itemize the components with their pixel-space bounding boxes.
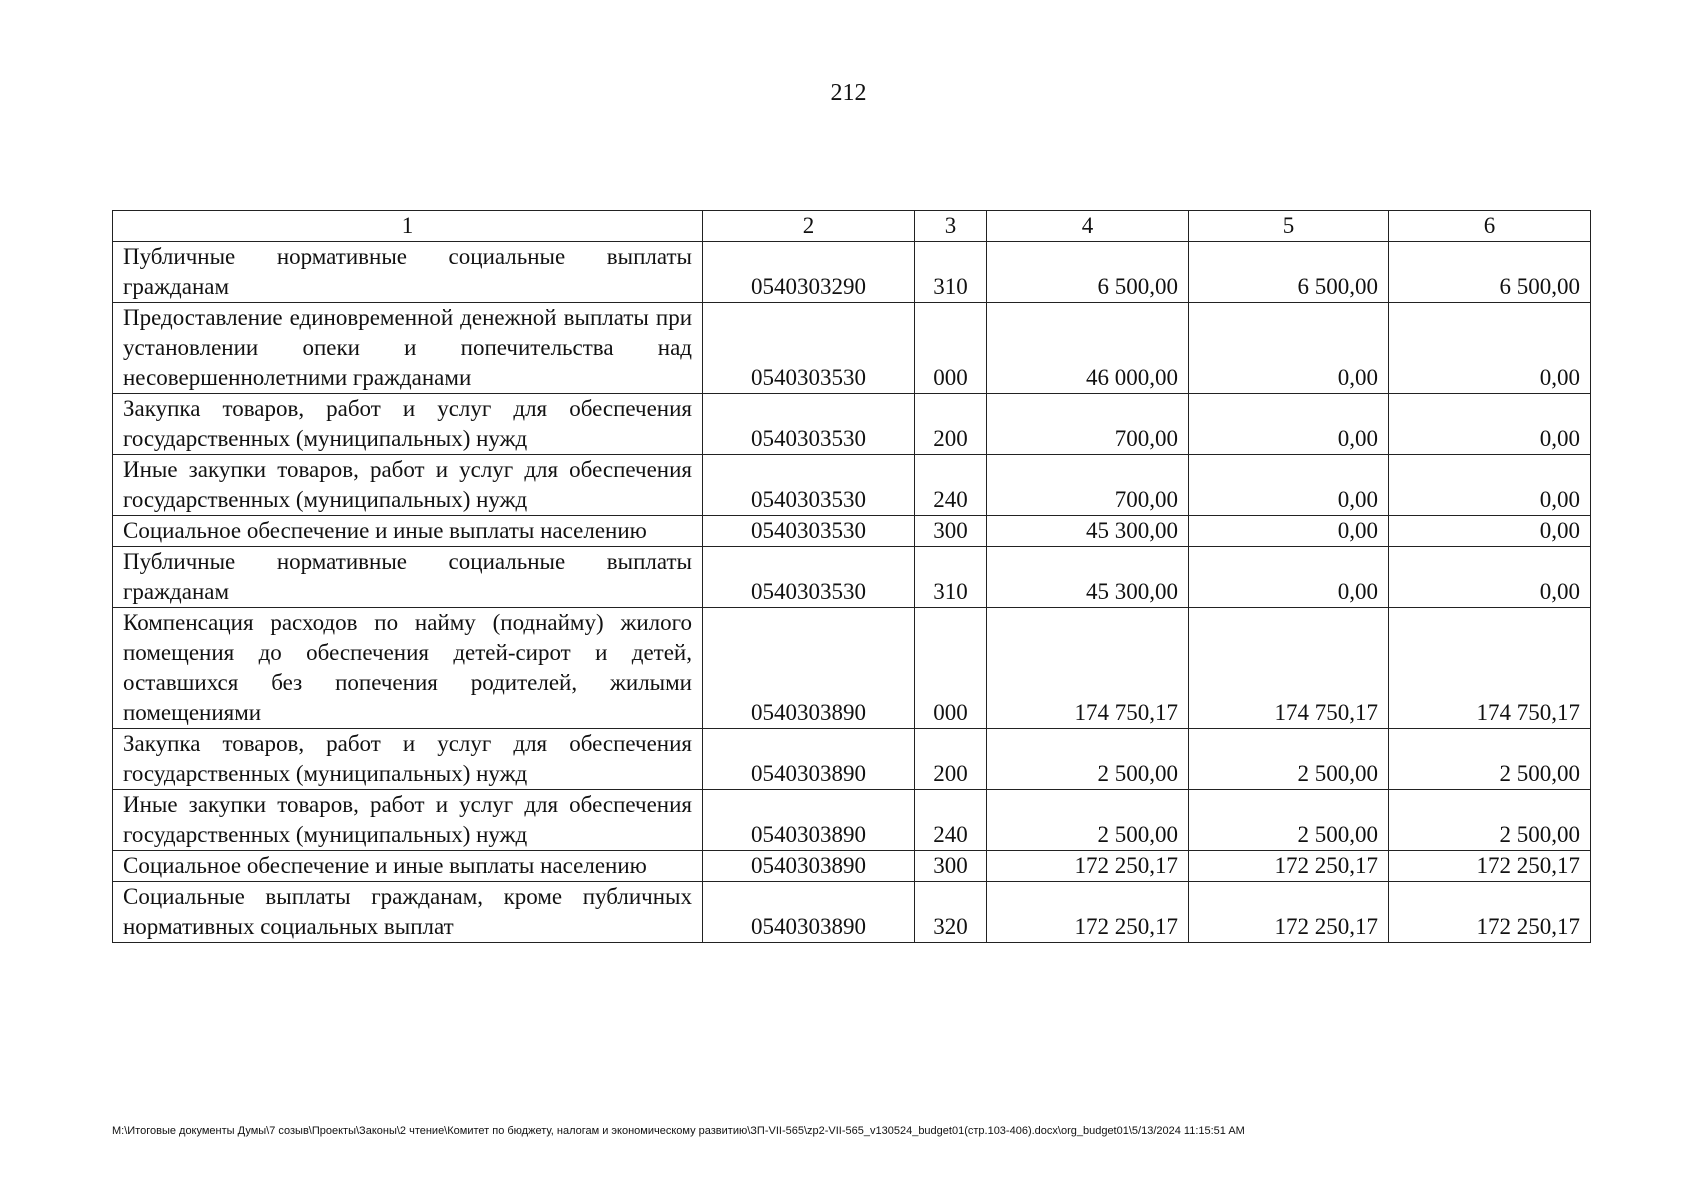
row-amount-col4-cell: 174 750,17 xyxy=(987,608,1189,729)
column-header-5: 5 xyxy=(1189,211,1389,242)
page-number: 212 xyxy=(830,80,867,106)
row-expense-type-cell: 200 xyxy=(915,394,987,455)
table-body xyxy=(113,242,1591,943)
table-header-row xyxy=(113,211,1591,242)
row-expense-type-cell: 240 xyxy=(915,455,987,516)
row-amount-col6-cell: 0,00 xyxy=(1389,394,1591,455)
row-expense-type-cell: 300 xyxy=(915,516,987,547)
row-expense-type-cell: 000 xyxy=(915,303,987,394)
row-name-cell: Закупка товаров, работ и услуг для обеспечения государственных (муниципальных) нужд xyxy=(113,394,703,455)
row-name-cell: Предоставление единовременной денежной выплаты при установлении опеки и попечительства над несовершеннолетними гражданами xyxy=(113,303,703,394)
row-amount-col5-cell: 0,00 xyxy=(1189,303,1389,394)
table-row xyxy=(113,455,1591,516)
row-amount-col5-cell: 172 250,17 xyxy=(1189,882,1389,943)
row-amount-col5-cell: 0,00 xyxy=(1189,547,1389,608)
table-row xyxy=(113,790,1591,851)
row-code-cell: 0540303890 xyxy=(703,790,915,851)
table-row xyxy=(113,608,1591,729)
table-row xyxy=(113,303,1591,394)
row-amount-col6-cell: 172 250,17 xyxy=(1389,882,1591,943)
row-expense-type-cell: 000 xyxy=(915,608,987,729)
column-header-1: 1 xyxy=(113,211,703,242)
row-amount-col5-cell: 2 500,00 xyxy=(1189,790,1389,851)
row-amount-col6-cell: 0,00 xyxy=(1389,547,1591,608)
column-header-6: 6 xyxy=(1389,211,1591,242)
column-header-2: 2 xyxy=(703,211,915,242)
row-code-cell: 0540303530 xyxy=(703,547,915,608)
row-code-cell: 0540303890 xyxy=(703,851,915,882)
footer-file-path: M:\Итоговые документы Думы\7 созыв\Проекты\Законы\2 чтение\Комитет по бюджету, налогам и экономическому развитию\ЗП-VII-565\zp2-VII-565_v130524_budget01(стр.103-406).docx\org_budget01\5/13/2024 11:15:51 AM xyxy=(112,1125,1245,1137)
row-name-cell: Публичные нормативные социальные выплаты гражданам xyxy=(113,547,703,608)
table-row xyxy=(113,882,1591,943)
row-expense-type-cell: 310 xyxy=(915,242,987,303)
row-amount-col6-cell: 0,00 xyxy=(1389,516,1591,547)
column-header-4: 4 xyxy=(987,211,1189,242)
table-row xyxy=(113,242,1591,303)
row-amount-col4-cell: 172 250,17 xyxy=(987,851,1189,882)
row-code-cell: 0540303530 xyxy=(703,303,915,394)
row-amount-col6-cell: 174 750,17 xyxy=(1389,608,1591,729)
row-amount-col5-cell: 0,00 xyxy=(1189,455,1389,516)
row-amount-col5-cell: 172 250,17 xyxy=(1189,851,1389,882)
row-expense-type-cell: 240 xyxy=(915,790,987,851)
row-amount-col6-cell: 0,00 xyxy=(1389,455,1591,516)
row-expense-type-cell: 310 xyxy=(915,547,987,608)
row-amount-col5-cell: 0,00 xyxy=(1189,394,1389,455)
row-amount-col5-cell: 6 500,00 xyxy=(1189,242,1389,303)
row-amount-col4-cell: 6 500,00 xyxy=(987,242,1189,303)
row-amount-col5-cell: 174 750,17 xyxy=(1189,608,1389,729)
row-amount-col5-cell: 2 500,00 xyxy=(1189,729,1389,790)
row-code-cell: 0540303290 xyxy=(703,242,915,303)
row-code-cell: 0540303530 xyxy=(703,516,915,547)
row-amount-col4-cell: 172 250,17 xyxy=(987,882,1189,943)
row-amount-col4-cell: 45 300,00 xyxy=(987,516,1189,547)
row-name-cell: Компенсация расходов по найму (поднайму) жилого помещения до обеспечения детей-сирот и детей, оставшихся без попечения родителей, жилыми помещениями xyxy=(113,608,703,729)
row-expense-type-cell: 300 xyxy=(915,851,987,882)
row-name-cell: Социальное обеспечение и иные выплаты населению xyxy=(113,851,703,882)
row-code-cell: 0540303530 xyxy=(703,394,915,455)
row-code-cell: 0540303890 xyxy=(703,882,915,943)
column-header-3: 3 xyxy=(915,211,987,242)
row-code-cell: 0540303890 xyxy=(703,608,915,729)
table-row xyxy=(113,516,1591,547)
row-amount-col6-cell: 172 250,17 xyxy=(1389,851,1591,882)
row-name-cell: Закупка товаров, работ и услуг для обеспечения государственных (муниципальных) нужд xyxy=(113,729,703,790)
row-amount-col4-cell: 2 500,00 xyxy=(987,790,1189,851)
row-amount-col4-cell: 2 500,00 xyxy=(987,729,1189,790)
row-code-cell: 0540303890 xyxy=(703,729,915,790)
row-name-cell: Публичные нормативные социальные выплаты гражданам xyxy=(113,242,703,303)
table-row xyxy=(113,547,1591,608)
row-code-cell: 0540303530 xyxy=(703,455,915,516)
row-expense-type-cell: 320 xyxy=(915,882,987,943)
table-row xyxy=(113,851,1591,882)
row-amount-col4-cell: 46 000,00 xyxy=(987,303,1189,394)
row-name-cell: Социальное обеспечение и иные выплаты населению xyxy=(113,516,703,547)
row-amount-col6-cell: 0,00 xyxy=(1389,303,1591,394)
row-amount-col6-cell: 2 500,00 xyxy=(1389,790,1591,851)
row-amount-col4-cell: 700,00 xyxy=(987,394,1189,455)
row-name-cell: Социальные выплаты гражданам, кроме публичных нормативных социальных выплат xyxy=(113,882,703,943)
budget-table xyxy=(112,210,1591,943)
row-amount-col6-cell: 6 500,00 xyxy=(1389,242,1591,303)
row-amount-col4-cell: 45 300,00 xyxy=(987,547,1189,608)
row-amount-col6-cell: 2 500,00 xyxy=(1389,729,1591,790)
row-name-cell: Иные закупки товаров, работ и услуг для обеспечения государственных (муниципальных) нужд xyxy=(113,790,703,851)
row-name-cell: Иные закупки товаров, работ и услуг для обеспечения государственных (муниципальных) нужд xyxy=(113,455,703,516)
row-amount-col5-cell: 0,00 xyxy=(1189,516,1389,547)
table-row xyxy=(113,394,1591,455)
row-amount-col4-cell: 700,00 xyxy=(987,455,1189,516)
row-expense-type-cell: 200 xyxy=(915,729,987,790)
table-row xyxy=(113,729,1591,790)
